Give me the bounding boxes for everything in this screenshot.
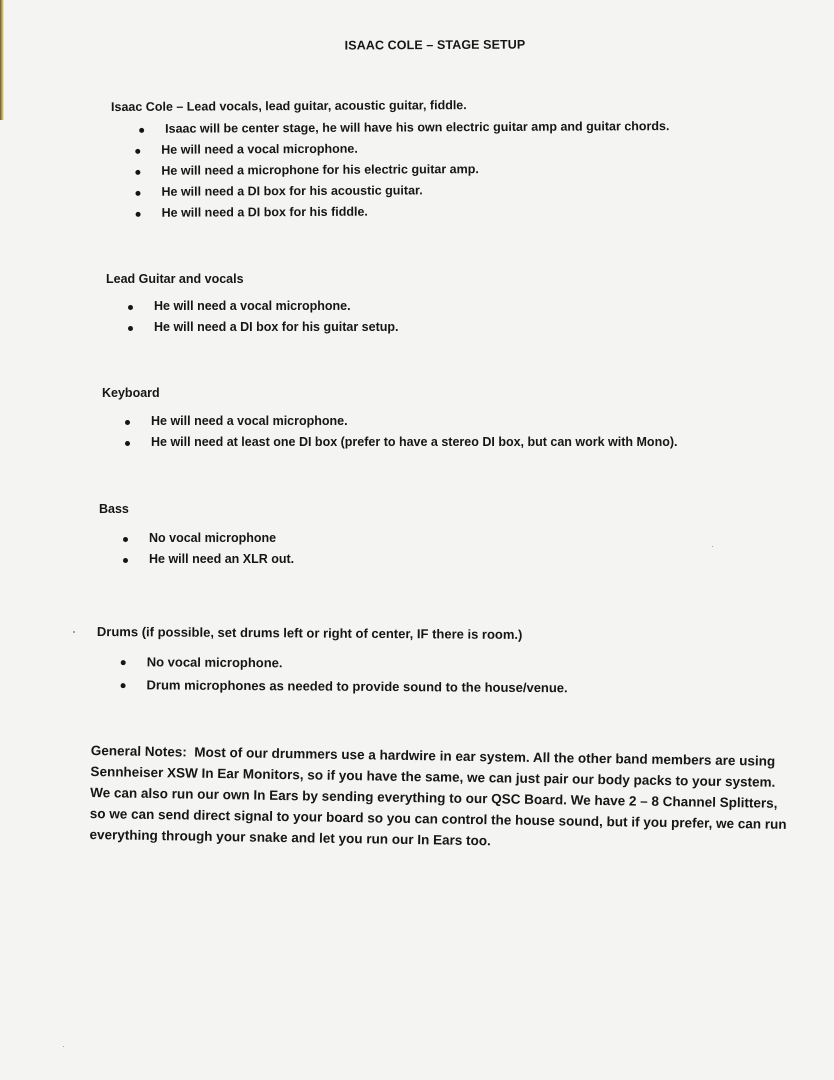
section-heading: Keyboard (102, 386, 160, 400)
list-item: He will need an XLR out. (123, 549, 294, 570)
list-item: No vocal microphone (123, 528, 294, 549)
bullet-icon (135, 148, 140, 153)
bullet-icon (125, 441, 130, 446)
section-bullet-list (128, 296, 398, 338)
section-lead-guitar (106, 272, 398, 338)
bullet-icon (139, 127, 144, 132)
bullet-icon (135, 169, 140, 174)
paper-speck (63, 1046, 64, 1047)
general-notes-label: General Notes: (90, 742, 187, 760)
bullet-icon (125, 420, 130, 425)
paper-speck (712, 546, 713, 547)
list-item: He will need a DI box for his fiddle. (136, 200, 670, 224)
section-bass (99, 502, 294, 570)
section-bullet-list (123, 528, 294, 570)
list-item: He will need a vocal microphone. (128, 296, 398, 317)
bullet-icon (123, 537, 128, 542)
bullet-icon (136, 211, 141, 216)
page-edge-shadow (0, 0, 4, 120)
document-title: ISAAC COLE – STAGE SETUP (344, 37, 526, 53)
general-notes-paragraph (89, 740, 797, 856)
section-heading: Lead Guitar and vocals (106, 272, 244, 286)
bullet-icon (135, 190, 140, 195)
list-item: He will need at least one DI box (prefer to have a stereo DI box, but can work with Mono). (125, 432, 677, 453)
bullet-icon (128, 326, 133, 331)
section-keyboard (102, 386, 677, 453)
section-heading: Isaac Cole – Lead vocals, lead guitar, acoustic guitar, fiddle. (111, 98, 467, 114)
section-drums (96, 624, 568, 699)
list-item: He will need a DI box for his acoustic guitar. (135, 179, 669, 203)
bullet-icon (123, 558, 128, 563)
bullet-icon (121, 660, 126, 665)
list-item: Drum microphones as needed to provide sound to the house/venue. (120, 673, 567, 699)
section-bullet-list (120, 650, 567, 699)
bullet-icon (121, 683, 126, 688)
list-item: He will need a microphone for his electric guitar amp. (135, 158, 669, 182)
section-heading: Bass (99, 502, 129, 516)
general-notes-text: Most of our drummers use a hardwire in ear system. All the other band members are using Sennheiser XSW In Ear Monitors, so if you have the same, we can just pair our body packs to your system. We can also run our own In Ears by sending everything to our QSC Board. We have 2 – 8 Channel Splitters, so we can send direct signal to your board so you can control the house sound, but if you prefer, we can run everything through your snake and let you run our In Ears too. (89, 744, 787, 849)
list-item: Isaac will be center stage, he will have his own electric guitar amp and guitar chords. (139, 116, 669, 140)
section-heading: Drums (if possible, set drums left or right of center, IF there is room.) (96, 624, 523, 642)
list-item: No vocal microphone. (121, 650, 568, 676)
section-isaac-cole (111, 97, 670, 224)
section-bullet-list (135, 116, 670, 224)
section-bullet-list (125, 411, 677, 453)
bullet-icon (128, 305, 133, 310)
list-item: He will need a DI box for his guitar setup. (128, 317, 398, 338)
list-item: He will need a vocal microphone. (135, 137, 669, 161)
paper-speck (73, 631, 75, 633)
list-item: He will need a vocal microphone. (125, 411, 677, 432)
